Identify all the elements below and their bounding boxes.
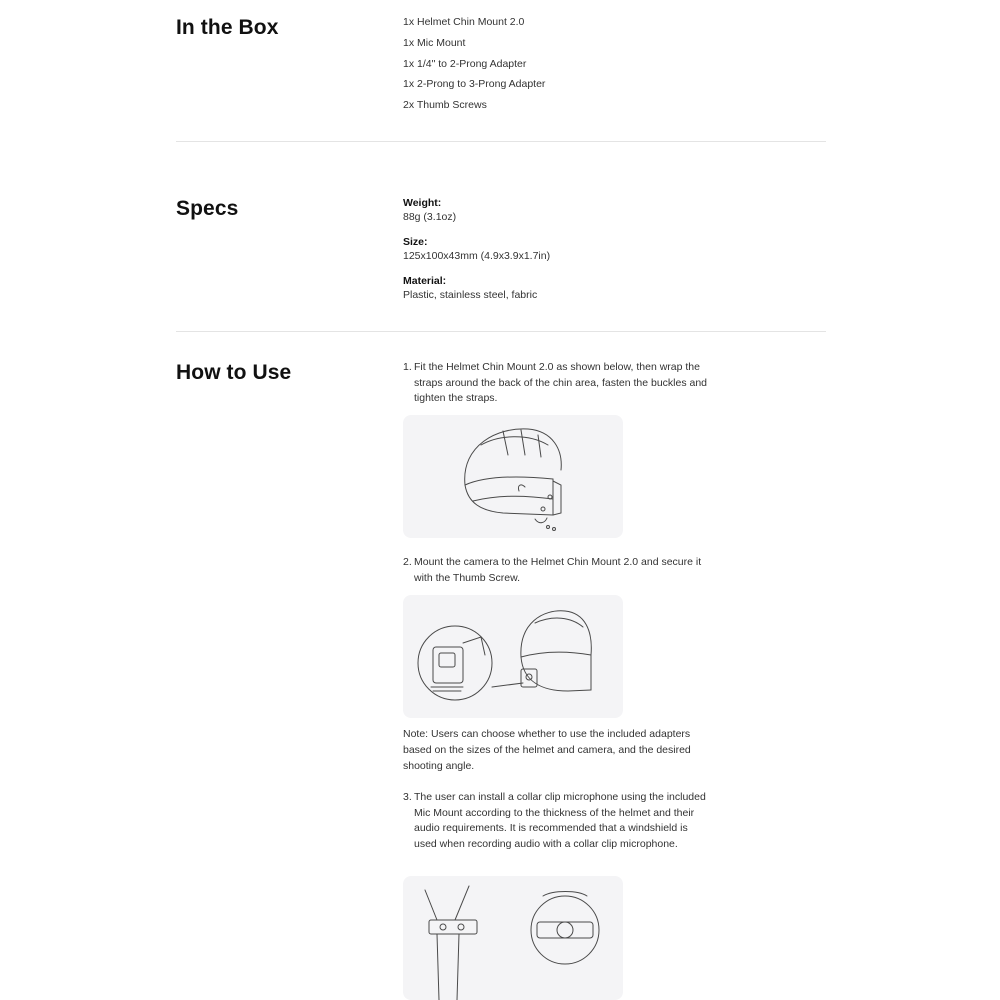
list-item: 1x 2-Prong to 3-Prong Adapter bbox=[403, 78, 546, 91]
spec-value: 88g (3.1oz) bbox=[403, 211, 457, 223]
step-text: Fit the Helmet Chin Mount 2.0 as shown below, then wrap the straps around the back of the chin area, fasten the buckles and tighten the straps. bbox=[414, 361, 708, 404]
camera-mount-illustration bbox=[403, 595, 623, 718]
step-text: The user can install a collar clip microphone using the included Mic Mount according to the thickness of the helmet and their audio requirements. It is recommended that a windshield is used when recording audio with a collar clip microphone. bbox=[414, 791, 706, 850]
helmet-strap-illustration bbox=[403, 415, 623, 538]
spec-weight bbox=[403, 196, 456, 224]
in-the-box-heading: In the Box bbox=[176, 16, 279, 39]
section-divider bbox=[176, 141, 826, 142]
list-item: 2x Thumb Screws bbox=[403, 99, 487, 112]
specs-heading: Specs bbox=[176, 197, 239, 220]
spec-value: 125x100x43mm (4.9x3.9x1.7in) bbox=[403, 250, 551, 262]
spec-label: Weight: bbox=[403, 197, 442, 209]
section-divider bbox=[176, 331, 826, 332]
spec-size bbox=[403, 235, 550, 263]
in-the-box-list bbox=[403, 16, 545, 120]
step-text: Mount the camera to the Helmet Chin Mount 2.0 and secure it with the Thumb Screw. bbox=[414, 556, 702, 584]
step-2 bbox=[403, 555, 713, 586]
list-item: 1x 1/4" to 2-Prong Adapter bbox=[403, 57, 527, 70]
step-number: 2. bbox=[403, 556, 412, 568]
spec-value: Plastic, stainless steel, fabric bbox=[403, 289, 538, 301]
spec-label: Material: bbox=[403, 275, 447, 287]
how-to-use-heading: How to Use bbox=[176, 361, 292, 384]
helmet-strap-drawing bbox=[403, 415, 623, 538]
spec-label: Size: bbox=[403, 236, 428, 248]
step-3 bbox=[403, 790, 713, 852]
list-item: 1x Mic Mount bbox=[403, 36, 466, 49]
step-1 bbox=[403, 360, 713, 407]
list-item: 1x Helmet Chin Mount 2.0 bbox=[403, 16, 525, 28]
mic-mount-drawing bbox=[403, 876, 623, 1000]
usage-note: Note: Users can choose whether to use the included adapters based on the sizes of the helmet and camera, and the desired shooting angle. bbox=[403, 728, 691, 772]
camera-mount-drawing bbox=[403, 595, 623, 718]
spec-material bbox=[403, 274, 537, 302]
step-number: 1. bbox=[403, 361, 412, 373]
mic-mount-illustration bbox=[403, 876, 623, 1000]
step-number: 3. bbox=[403, 791, 412, 803]
